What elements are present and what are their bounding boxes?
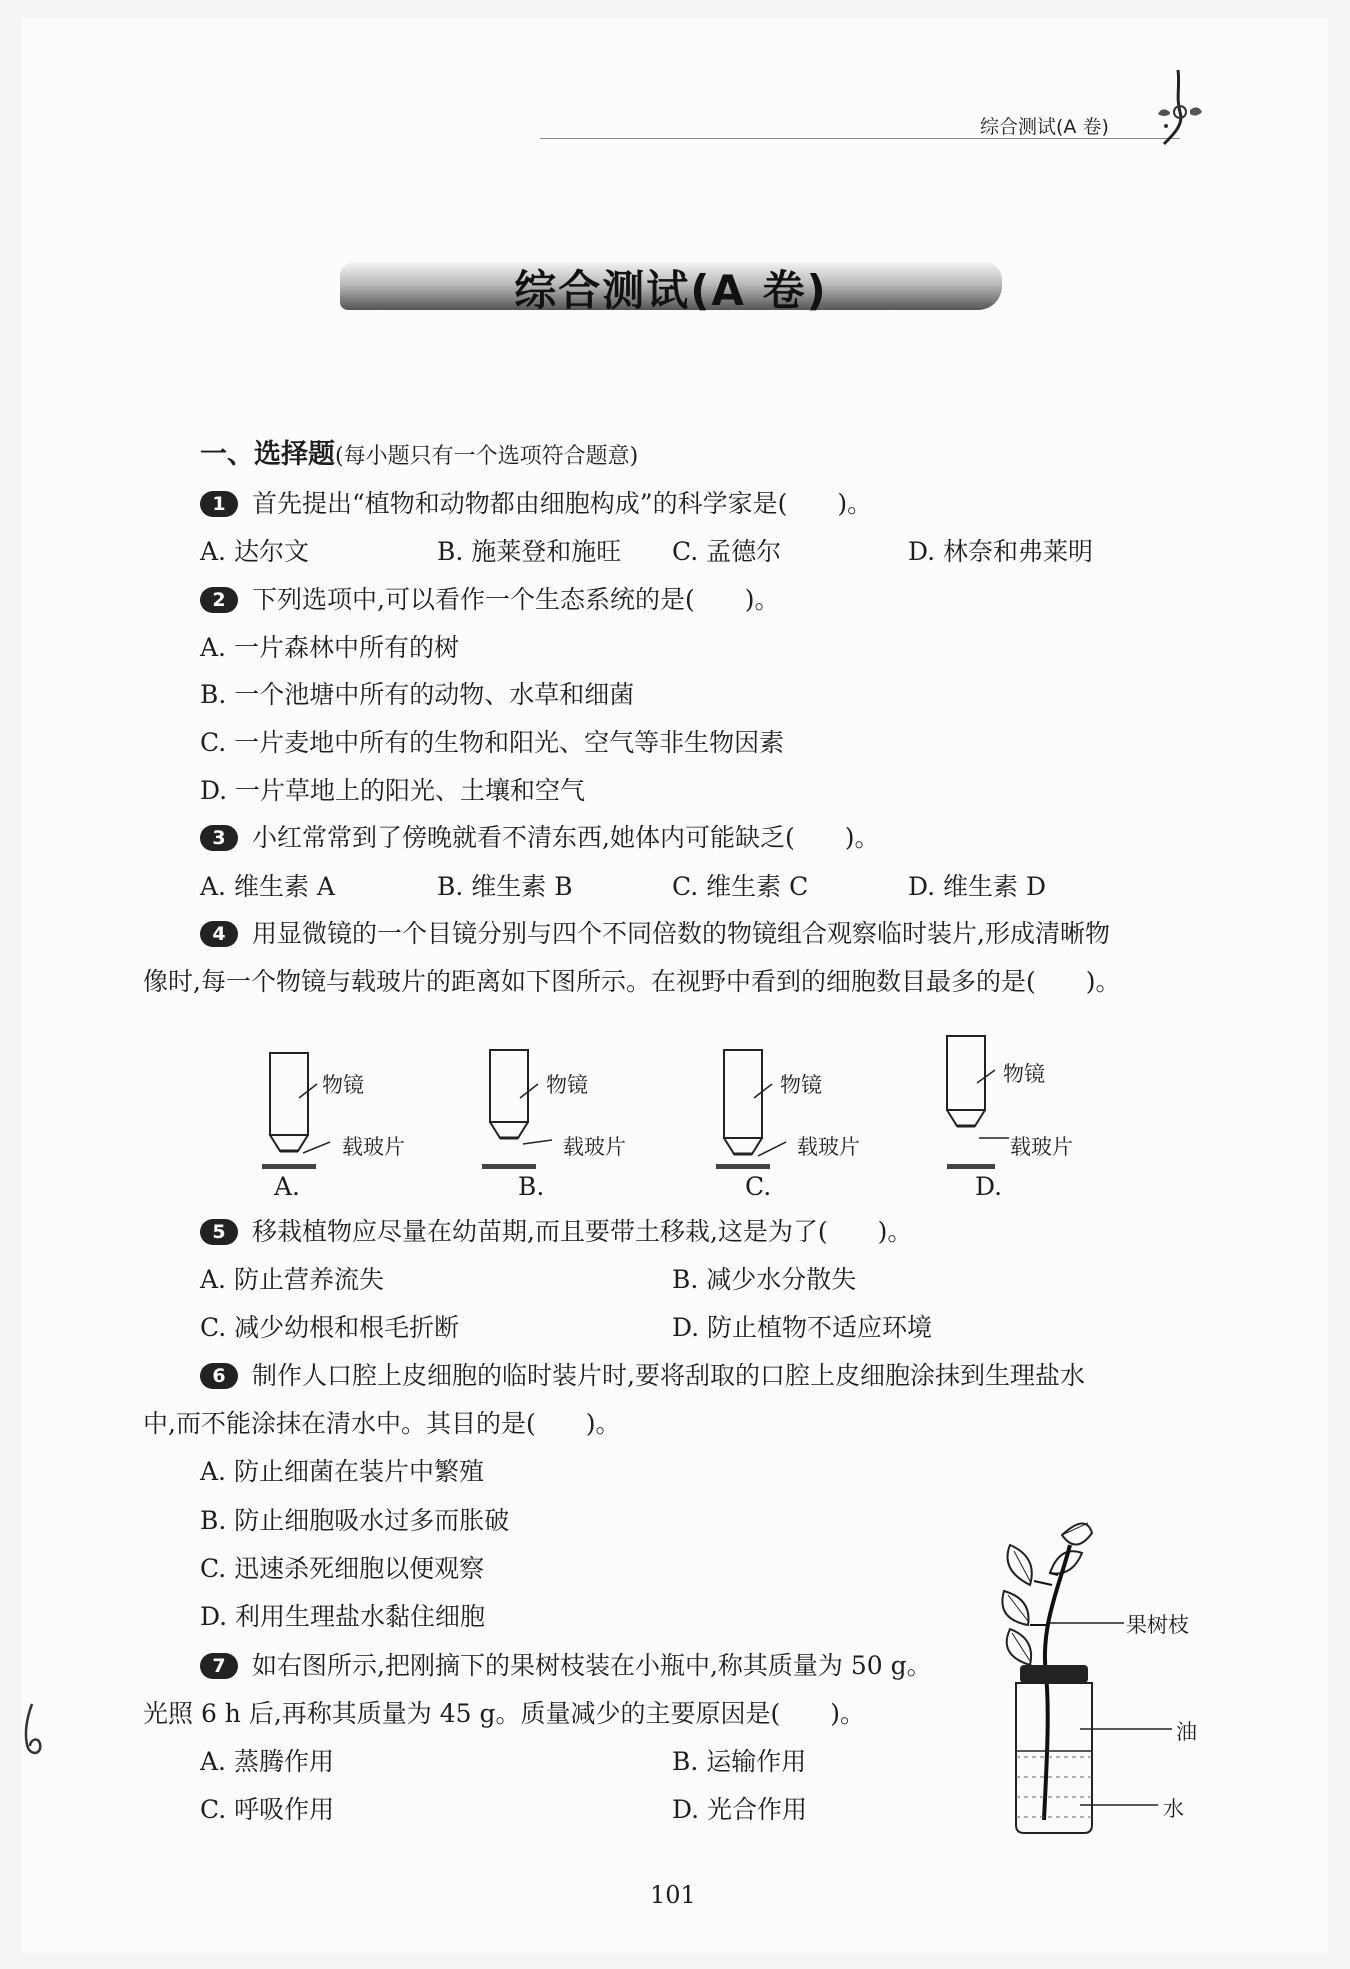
question-7 <box>200 1651 932 1681</box>
q1-option-d: D. 林奈和弗莱明 <box>908 537 1094 566</box>
objective-label-d: 物镜 <box>1003 1062 1045 1086</box>
q5-option-b: B. 减少水分散失 <box>672 1265 857 1294</box>
question-stem: 小红常常到了傍晚就看不清东西,她体内可能缺乏( )。 <box>252 823 880 852</box>
q6-option-a: A. 防止细菌在装片中繁殖 <box>200 1457 484 1486</box>
question-5 <box>200 1217 912 1247</box>
objective-label-c: 物镜 <box>780 1073 822 1097</box>
q3-option-c: C. 维生素 C <box>672 872 809 901</box>
question-number-badge: 3 <box>200 825 238 851</box>
q2-option-b: B. 一个池塘中所有的动物、水草和细菌 <box>200 680 635 709</box>
question-1 <box>200 489 872 519</box>
q5-option-d: D. 防止植物不适应环境 <box>672 1313 933 1342</box>
figure-letter-a: A. <box>274 1172 301 1201</box>
question-number-badge: 6 <box>200 1363 238 1389</box>
question-4-line2: 像时,每一个物镜与载玻片的距离如下图所示。在视野中看到的细胞数目最多的是( )。 <box>143 967 1121 996</box>
section-heading-note: (每小题只有一个选项符合题意) <box>335 444 639 469</box>
q1-option-c: C. 孟德尔 <box>672 537 782 566</box>
slide-label-b: 载玻片 <box>563 1135 626 1159</box>
page-title: 综合测试(A 卷) <box>514 266 828 315</box>
question-stem-line1: 如右图所示,把刚摘下的果树枝装在小瓶中,称其质量为 50 g。 <box>252 1651 932 1680</box>
q1-option-b: B. 施莱登和施旺 <box>437 537 622 566</box>
slide-label-c: 载玻片 <box>797 1135 860 1159</box>
question-stem: 首先提出“植物和动物都由细胞构成”的科学家是( )。 <box>252 489 873 518</box>
q3-option-d: D. 维生素 D <box>908 872 1047 901</box>
pencil-mark <box>18 1700 58 1760</box>
figure-letter-c: C. <box>745 1172 772 1201</box>
section-heading <box>200 432 638 471</box>
objective-label-b: 物镜 <box>546 1073 588 1097</box>
q2-option-d: D. 一片草地上的阳光、土壤和空气 <box>200 776 586 805</box>
question-7-line2: 光照 6 h 后,再称其质量为 45 g。质量减少的主要原因是( )。 <box>143 1699 866 1728</box>
q1-option-a: A. 达尔文 <box>200 537 309 566</box>
question-4 <box>200 919 1110 949</box>
figure-letter-b: B. <box>518 1172 545 1201</box>
figure-letter-d: D. <box>975 1172 1003 1201</box>
branch-bottle-figure <box>990 1515 1210 1840</box>
q3-option-a: A. 维生素 A <box>200 872 335 901</box>
question-number-badge: 4 <box>200 921 238 947</box>
q3-option-b: B. 维生素 B <box>437 872 573 901</box>
question-number-badge: 5 <box>200 1219 238 1245</box>
q6-option-c: C. 迅速杀死细胞以便观察 <box>200 1554 485 1583</box>
question-6-line2: 中,而不能涂抹在清水中。其目的是( )。 <box>143 1409 621 1438</box>
question-6 <box>200 1361 1085 1391</box>
slide-label-d: 载玻片 <box>1010 1135 1073 1159</box>
q7-option-a: A. 蒸腾作用 <box>200 1747 334 1776</box>
q7-option-b: B. 运输作用 <box>672 1747 807 1776</box>
objective-figure-d <box>935 1028 1125 1208</box>
oil-label: 油 <box>1176 1720 1197 1744</box>
page-number: 101 <box>650 1881 696 1909</box>
question-stem-line1: 用显微镜的一个目镜分别与四个不同倍数的物镜组合观察临时装片,形成清晰物 <box>252 919 1110 948</box>
question-number-badge: 7 <box>200 1653 238 1679</box>
q5-option-a: A. 防止营养流失 <box>200 1265 384 1294</box>
objective-label-a: 物镜 <box>322 1073 364 1097</box>
q6-option-d: D. 利用生理盐水黏住细胞 <box>200 1602 486 1631</box>
question-stem: 移栽植物应尽量在幼苗期,而且要带土移栽,这是为了( )。 <box>252 1217 913 1246</box>
question-stem: 下列选项中,可以看作一个生态系统的是( )。 <box>252 585 780 614</box>
water-label: 水 <box>1163 1797 1184 1821</box>
branch-label: 果树枝 <box>1126 1613 1189 1637</box>
question-2 <box>200 585 779 615</box>
q5-option-c: C. 减少幼根和根毛折断 <box>200 1313 460 1342</box>
q2-option-a: A. 一片森林中所有的树 <box>200 633 459 662</box>
section-heading-label: 一、选择题 <box>200 439 335 470</box>
objective-figure-b <box>478 1028 668 1208</box>
question-number-badge: 2 <box>200 587 238 613</box>
objective-figure-c <box>712 1028 902 1208</box>
q2-option-c: C. 一片麦地中所有的生物和阳光、空气等非生物因素 <box>200 728 785 757</box>
slide-label-a: 载玻片 <box>342 1135 405 1159</box>
question-stem-line1: 制作人口腔上皮细胞的临时装片时,要将刮取的口腔上皮细胞涂抹到生理盐水 <box>252 1361 1085 1390</box>
flower-ornament-icon <box>1150 68 1210 148</box>
q6-option-b: B. 防止细胞吸水过多而胀破 <box>200 1506 510 1535</box>
q7-option-d: D. 光合作用 <box>672 1795 808 1824</box>
q7-option-c: C. 呼吸作用 <box>200 1795 335 1824</box>
question-number-badge: 1 <box>200 491 238 517</box>
question-3 <box>200 823 879 853</box>
header-rule <box>540 138 1180 139</box>
running-header: 综合测试(A 卷) <box>980 116 1109 138</box>
